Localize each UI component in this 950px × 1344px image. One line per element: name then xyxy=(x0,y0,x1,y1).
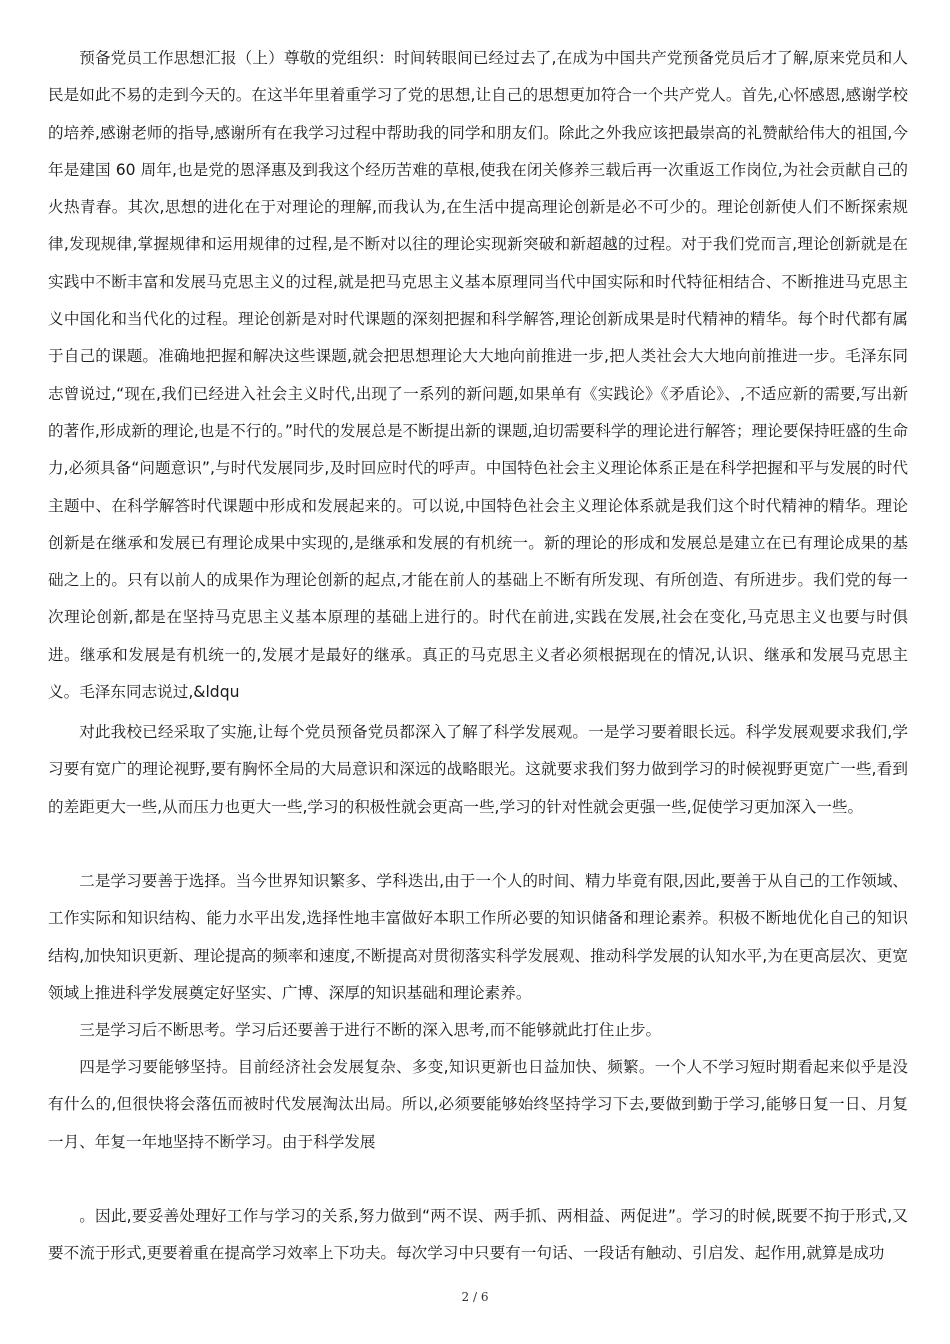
paragraph-study-persistence: 四是学习要能够坚持。目前经济社会发展复杂、多变,知识更新也日益加快、频繁。一个人不学习短时期看起来似乎是没有什么的,但很快将会落伍而被时代发展淘汰出局。所以,必须要能够始终坚持学习下去,要做到勤于学习,能够日复一日、月复一月、年复一年地坚持不断学习。由于科学发展 xyxy=(48,1058,908,1151)
paragraph-study-selection: 二是学习要善于选择。当今世界知识繁多、学科迭出,由于一个人的时间、精力毕竟有限,因此,要善于从自己的工作领域、工作实际和知识结构、能力水平出发,选择性地丰富做好本职工作所必要的知识储备和理论素养。积极不断地优化自己的知识结构,加快知识更新、理论提高的频率和速度,不断提高对贯彻落实科学发展观、推动科学发展的认知水平,为在更高层次、更宽领域上推进科学发展奠定好坚实、广博、深厚的知识基础和理论素养。 xyxy=(48,872,908,1002)
paragraph-study-long-term: 对此我校已经采取了实施,让每个党员预备党员都深入了解了科学发展观。一是学习要着眼长远。科学发展观要求我们,学习要有宽广的理论视野,要有胸怀全局的大局意识和深远的战略眼光。这就要求我们努力做到学习的时候视野更宽广一些,看到的差距更大一些,从而压力也更大一些,学习的积极性就会更高一些,学习的针对性就会更强一些,促使学习更加深入一些。 xyxy=(48,723,908,816)
paragraph-work-study-balance: 。因此,要妥善处理好工作与学习的关系,努力做到“两不误、两手抓、两相益、两促进”。学习的时候,既要不拘于形式,又要不流于形式,更要着重在提高学习效率上下功夫。每次学习中只要有一句话、一段话有触动、引启发、起作用,就算是成功 xyxy=(48,1207,908,1263)
paragraph-study-reflection: 三是学习后不断思考。学习后还要善于进行不断的深入思考,而不能够就此打住止步。 xyxy=(79,1021,662,1039)
paragraph-thought-report: 预备党员工作思想汇报（上）尊敬的党组织：时间转眼间已经过去了,在成为中国共产党预备党员后才了解,原来党员和人民是如此不易的走到今天的。在这半年里着重学习了党的思想,让自己的思想更加符合一个共产党人。首先,心怀感恩,感谢学校的培养,感谢老师的指导,感谢所有在我学习过程中帮助我的同学和朋友们。除此之外我应该把最崇高的礼赞献给伟大的祖国,今年是建国 60 周年,也是党的恩泽惠及到我这个经历苦难的草根,使我在闭关修养三载后再一次重返工作岗位,为社会贡献自己的火热青春。其次,思想的进化在于对理论的理解,而我认为,在生活中提高理论创新是必不可少的。理论创新使人们不断探索规律,发现规律,掌握规律和运用规律的过程,是不断对以往的理论实现新突破和新超越的过程。对于我们党而言,理论创新就是在实践中不断丰富和发展马克思主义的过程,就是把马克思主义基本原理同当代中国实际和时代特征相结合、不断推进马克思主义中国化和当代化的过程。理论创新是对时代课题的深刻把握和科学解答,理论创新成果是时代精神的精华。每个时代都有属于自己的课题。准确地把握和解决这些课题,就会把思想理论大大地向前推进一步,把人类社会大大地向前推进一步。毛泽东同志曾说过,“现在,我们已经进入社会主义时代,出现了一系列的新问题,如果单有《实践论》《矛盾论》、,不适应新的需要,写出新的著作,形成新的理论,也是不行的。”时代的发展总是不断提出新的课题,迫切需要科学的理论进行解答；理论要保持旺盛的生命力,必须具备“问题意识”,与时代发展同步,及时回应时代的呼声。中国特色社会主义理论体系正是在科学把握和平与发展的时代主题中、在科学解答时代课题中形成和发展起来的。可以说,中国特色社会主义理论体系就是我们这个时代精神的精华。理论创新是在继承和发展已有理论成果中实现的,是继承和发展的有机统一。新的理论的形成和发展总是建立在已有理论成果的基础之上的。只有以前人的成果作为理论创新的起点,才能在前人的基础上不断有所发现、有所创造、有所进步。我们党的每一次理论创新,都是在坚持马克思主义基本原理的基础上进行的。时代在前进,实践在发展,社会在变化,马克思主义也要与时俱进。继承和发展是有机统一的,发展才是最好的继承。真正的马克思主义者必须根据现在的情况,认识、继承和发展马克思主义。毛泽东同志说过,&ldqu xyxy=(48,49,908,702)
page-number: 2 / 6 xyxy=(461,1290,489,1304)
